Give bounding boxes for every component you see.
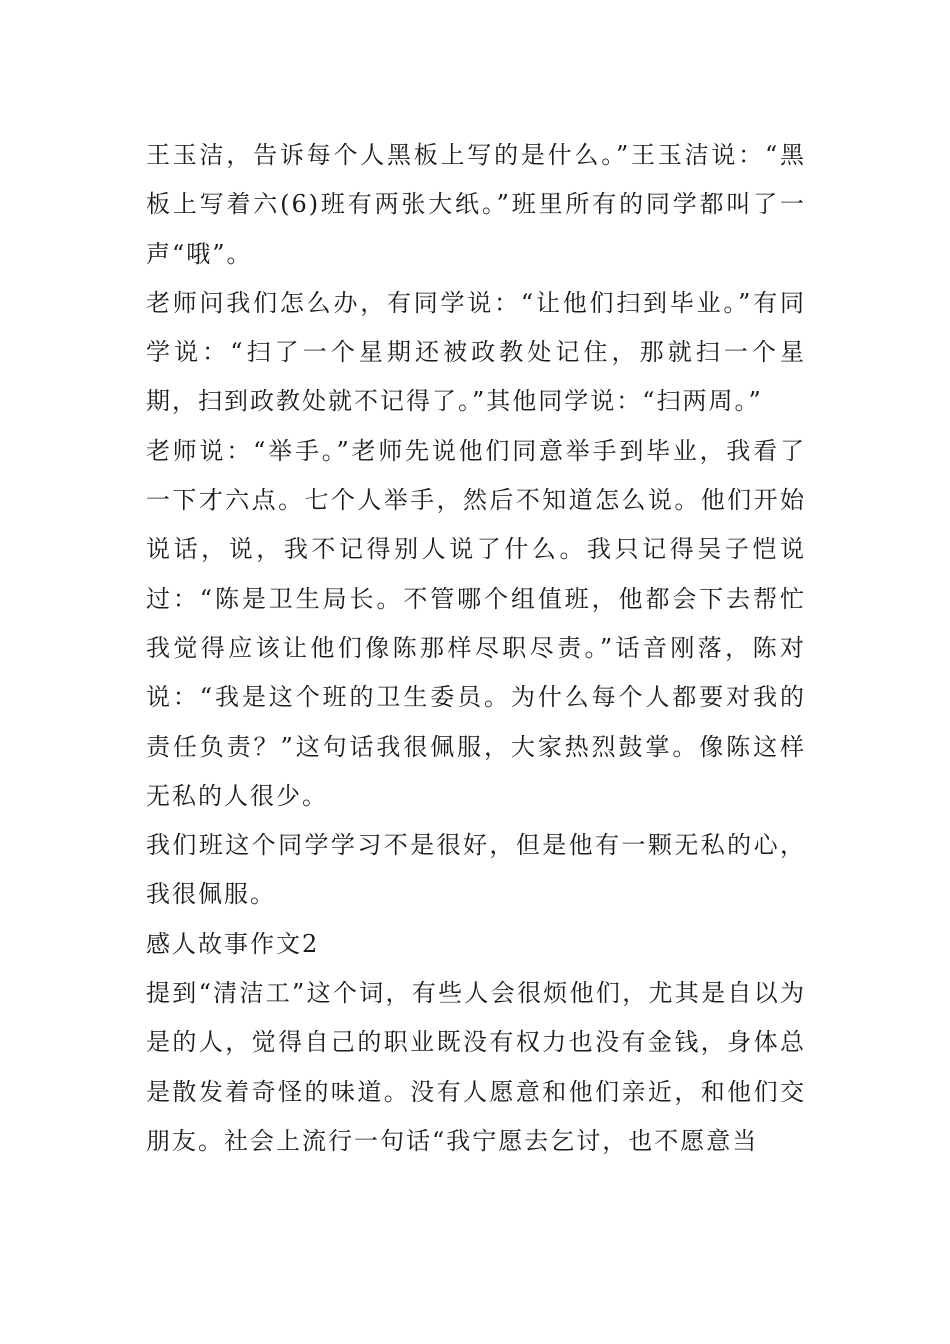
section-title: 感人故事作文2: [146, 929, 320, 958]
paragraph: 老师问我们怎么办，有同学说：“让他们扫到毕业。”有同学说：“扫了一个星期还被政教处记住，那就扫一个星期，扫到政教处就不记得了。”其他同学说：“扫两周。”: [146, 288, 806, 416]
document-body: [146, 131, 806, 1166]
paragraph: 提到“清洁工”这个词，有些人会很烦他们，尤其是自以为是的人，觉得自己的职业既没有权力也没有金钱，身体总是散发着奇怪的味道。没有人愿意和他们亲近，和他们交朋友。社会上流行一句话“我宁愿去乞讨，也不愿意当: [146, 979, 806, 1155]
paragraph: 王玉洁，告诉每个人黑板上写的是什么。”王玉洁说：“黑板上写着六(6)班有两张大纸。”班里所有的同学都叫了一声“哦”。: [146, 141, 806, 268]
paragraph: 老师说：“举手。”老师先说他们同意举手到毕业，我看了一下才六点。七个人举手，然后不知道怎么说。他们开始说话，说，我不记得别人说了什么。我只记得吴子恺说过：“陈是卫生局长。不管哪个组值班，他都会下去帮忙我觉得应该让他们像陈那样尽职尽责。”话音刚落，陈对说：“我是这个班的卫生委员。为什么每个人都要对我的责任负责？”这句话我很佩服，大家热烈鼓掌。像陈这样无私的人很少。: [146, 436, 806, 810]
paragraph: 我们班这个同学学习不是很好，但是他有一颗无私的心，我很佩服。: [146, 831, 806, 909]
